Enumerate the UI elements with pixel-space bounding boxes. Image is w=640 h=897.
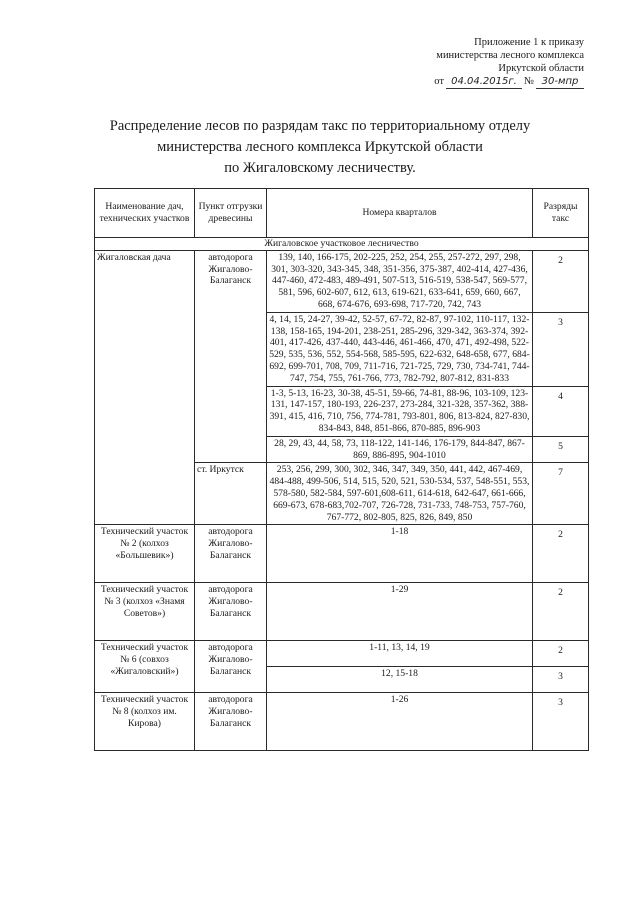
cell-point: автодорога Жигалово-Балаганск: [195, 641, 267, 693]
distribution-table-wrapper: [94, 188, 588, 751]
cell-grade: 2: [533, 641, 589, 667]
cell-name: Технический участок № 2 (колхоз «Большевик»): [95, 525, 195, 583]
distribution-table: [94, 188, 589, 751]
title-line-3: по Жигаловскому лесничеству.: [224, 160, 416, 176]
cell-quarters: 253, 256, 299, 300, 302, 346, 347, 349, 350, 441, 442, 467-469, 484-488, 499-506, 514, 515, 520, 521, 530-534, 537, 548-551, 553, 578-580, 582-584, 597-601,608-611, 614-618, 642-647, 661-666, 669-673, 678-683,702-707, 726-728, 731-733, 748-753, 757-760, 767-772, 802-805, 825, 826, 849, 850: [267, 463, 533, 525]
appendix-line: Приложение 1 к приказу: [474, 37, 584, 48]
cell-point: ст. Иркутск: [195, 463, 267, 525]
title-line-2: министерства лесного комплекса Иркутской области: [157, 139, 483, 155]
section-title: Жигаловское участковое лесничество: [95, 238, 589, 251]
document-title: [0, 116, 640, 179]
order-reference: [434, 36, 584, 89]
cell-point: автодорога Жигалово-Балаганск: [195, 525, 267, 583]
section-row: [95, 238, 589, 251]
cell-grade: 3: [533, 693, 589, 751]
cell-point: автодорога Жигалово-Балаганск: [195, 693, 267, 751]
cell-name: Жигаловская дача: [95, 250, 195, 525]
cell-quarters: 1-3, 5-13, 16-23, 30-38, 45-51, 59-66, 74-81, 88-96, 103-109, 123-131, 147-157, 180-193, 226-237, 273-284, 321-328, 357-362, 388-391, 415, 416, 710, 756, 774-781, 793-801, 806, 813-824, 827-830, 834-843, 848, 851-866, 870-885, 896-903: [267, 386, 533, 436]
table-row: [95, 693, 589, 751]
cell-quarters: 1-29: [267, 583, 533, 641]
cell-name: Технический участок № 6 (совхоз «Жигаловский»): [95, 641, 195, 693]
title-line-1: Распределение лесов по разрядам такс по территориальному отделу: [109, 118, 531, 134]
cell-name: Технический участок № 3 (колхоз «Знамя Советов»): [95, 583, 195, 641]
cell-grade: 3: [533, 667, 589, 693]
handwritten-date: 04.04.2015г.: [446, 75, 522, 89]
cell-quarters: 4, 14, 15, 24-27, 39-42, 52-57, 67-72, 82-87, 97-102, 110-117, 132-138, 158-165, 194-201, 238-251, 285-296, 329-342, 363-374, 392-401, 417-426, 437-440, 443-446, 461-466, 470, 471, 492-498, 522-529, 535, 536, 552, 554-568, 585-595, 622-632, 648-658, 677, 684-692, 699-701, 708, 709, 711-716, 721-725, 729, 730, 734-741, 744-747, 754, 755, 761-766, 773, 782-792, 807-812, 831-833: [267, 312, 533, 386]
cell-grade: 4: [533, 386, 589, 436]
ministry-line: министерства лесного комплекса: [436, 50, 584, 61]
header-grade: Разряды такс: [533, 189, 589, 238]
cell-grade: 7: [533, 463, 589, 525]
table-row: [95, 525, 589, 583]
table-row: [95, 583, 589, 641]
cell-quarters: 1-18: [267, 525, 533, 583]
region-line: Иркутской области: [498, 63, 584, 74]
cell-grade: 3: [533, 312, 589, 386]
header-quarters: Номера кварталов: [267, 189, 533, 238]
number-sign: №: [523, 76, 534, 87]
cell-quarters: 28, 29, 43, 44, 58, 73, 118-122, 141-146, 176-179, 844-847, 867-869, 886-895, 904-1010: [267, 436, 533, 463]
cell-grade: 5: [533, 436, 589, 463]
cell-grade: 2: [533, 525, 589, 583]
table-row: [95, 250, 589, 312]
cell-grade: 2: [533, 250, 589, 312]
cell-name: Технический участок № 8 (колхоз им. Кирова): [95, 693, 195, 751]
ot-label: от: [434, 76, 444, 87]
cell-quarters: 1-26: [267, 693, 533, 751]
cell-quarters: 1-11, 13, 14, 19: [267, 641, 533, 667]
handwritten-number: 30-мпр: [536, 75, 584, 89]
cell-point: автодорога Жигалово-Балаганск: [195, 583, 267, 641]
cell-quarters: 139, 140, 166-175, 202-225, 252, 254, 255, 257-272, 297, 298, 301, 303-320, 343-345, 348, 351-356, 375-387, 402-414, 427-436, 447-460, 472-483, 489-491, 507-513, 516-519, 538-547, 569-577, 581, 596, 602-607, 612, 613, 619-621, 633-641, 659, 660, 667, 668, 674-676, 693-698, 717-720, 742, 743: [267, 250, 533, 312]
order-date-line: [434, 75, 584, 89]
cell-quarters: 12, 15-18: [267, 667, 533, 693]
header-point: Пункт отгрузки древесины: [195, 189, 267, 238]
cell-point: автодорога Жигалово-Балаганск: [195, 250, 267, 463]
table-header-row: [95, 189, 589, 238]
cell-grade: 2: [533, 583, 589, 641]
table-row: [95, 641, 589, 667]
header-name: Наименование дач, технических участков: [95, 189, 195, 238]
